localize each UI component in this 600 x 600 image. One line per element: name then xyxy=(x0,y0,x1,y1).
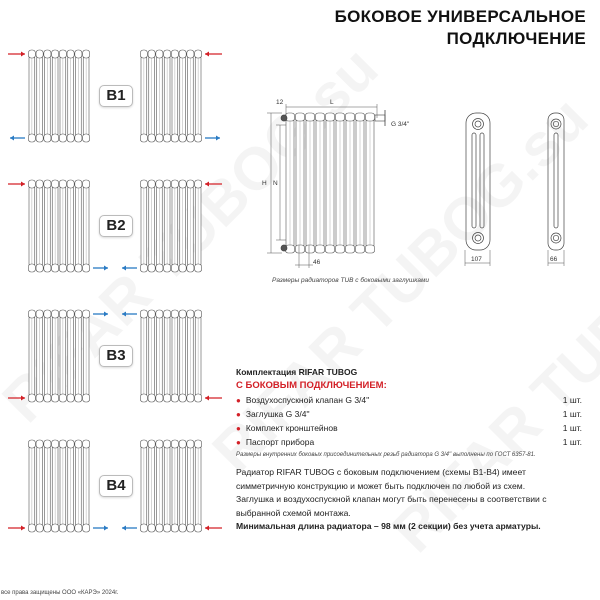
kit-item-qty: 1 шт. xyxy=(562,409,582,419)
kit-item-qty: 1 шт. xyxy=(562,437,582,447)
copyright: все права защищены ООО «КАРЭ» 2024г. xyxy=(1,590,119,596)
dim-depth-3col: 107 xyxy=(471,256,482,263)
dim-height: H xyxy=(262,180,267,187)
scheme-label: B2 xyxy=(99,215,133,237)
radiator-left xyxy=(28,440,89,532)
kit-item-qty: 1 шт. xyxy=(562,395,582,405)
dim-offset: 12 xyxy=(276,99,284,106)
return-arrow-icon xyxy=(93,526,108,531)
radiator-side-view-2col xyxy=(548,113,564,250)
kit-heading: Комплектация RIFAR TUBOG xyxy=(236,367,358,377)
scheme-label: B3 xyxy=(99,345,133,367)
dim-axis: N xyxy=(273,180,278,187)
drawing-caption: Размеры радиаторов TUB с боковыми заглушками xyxy=(272,277,430,284)
radiator-side-view-3col xyxy=(466,113,490,250)
description-p2: Заглушка и воздухоспускной клапан могут быть перенесены в соответствии с выбранной схемой монтажа. xyxy=(236,494,547,518)
title-line-1: БОКОВОЕ УНИВЕРСАЛЬНОЕ xyxy=(334,7,586,26)
kit-item-qty: 1 шт. xyxy=(562,423,582,433)
radiator-right xyxy=(140,440,201,532)
kit-item-name: Заглушка G 3/4'' xyxy=(245,409,310,419)
description-p1: Радиатор RIFAR TUBOG с боковым подключением (схемы В1-В4) имеет симметричную конструкцию и может быть подключен по любой из схем. xyxy=(236,467,526,491)
bullet-icon: ● xyxy=(236,438,241,447)
scheme-label: B1 xyxy=(99,85,133,107)
radiator-right xyxy=(140,310,201,402)
scheme-label: B4 xyxy=(99,475,133,497)
supply-arrow-icon xyxy=(8,396,25,401)
supply-arrow-icon xyxy=(205,396,222,401)
kit-subheading: С БОКОВЫМ ПОДКЛЮЧЕНИЕМ: xyxy=(236,380,387,391)
supply-arrow-icon xyxy=(205,526,222,531)
dim-pitch: 46 xyxy=(313,259,321,266)
bullet-icon: ● xyxy=(236,410,241,419)
title-line-2: ПОДКЛЮЧЕНИЕ xyxy=(446,29,586,48)
kit-note: Размеры внутренних боковых присоединительных резьб радиатора G 3/4'' выполнены по ГОСТ 6357-81. xyxy=(236,452,536,458)
return-arrow-icon xyxy=(93,312,108,317)
radiator-left xyxy=(28,310,89,402)
return-arrow-icon xyxy=(122,312,137,317)
kit-item xyxy=(236,407,582,421)
kit-item xyxy=(236,421,582,435)
return-arrow-icon xyxy=(122,526,137,531)
kit-item xyxy=(236,393,582,407)
bullet-icon: ● xyxy=(236,396,241,405)
description xyxy=(236,466,582,534)
kit-item-name: Комплект кронштейнов xyxy=(245,423,338,433)
kit-item xyxy=(236,435,582,449)
kit-item-name: Паспорт прибора xyxy=(245,437,315,447)
dim-length: L xyxy=(330,99,334,106)
radiator-front-view xyxy=(281,110,385,253)
bullet-icon: ● xyxy=(236,424,241,433)
dim-depth-2col: 66 xyxy=(550,256,558,263)
kit-section xyxy=(236,367,582,458)
kit-item-name: Воздухоспускной клапан G 3/4'' xyxy=(245,395,370,405)
dim-thread: G 3/4'' xyxy=(391,121,410,128)
supply-arrow-icon xyxy=(8,526,25,531)
description-min-length: Минимальная длина радиатора – 98 мм (2 секции) без учета арматуры. xyxy=(236,521,541,531)
